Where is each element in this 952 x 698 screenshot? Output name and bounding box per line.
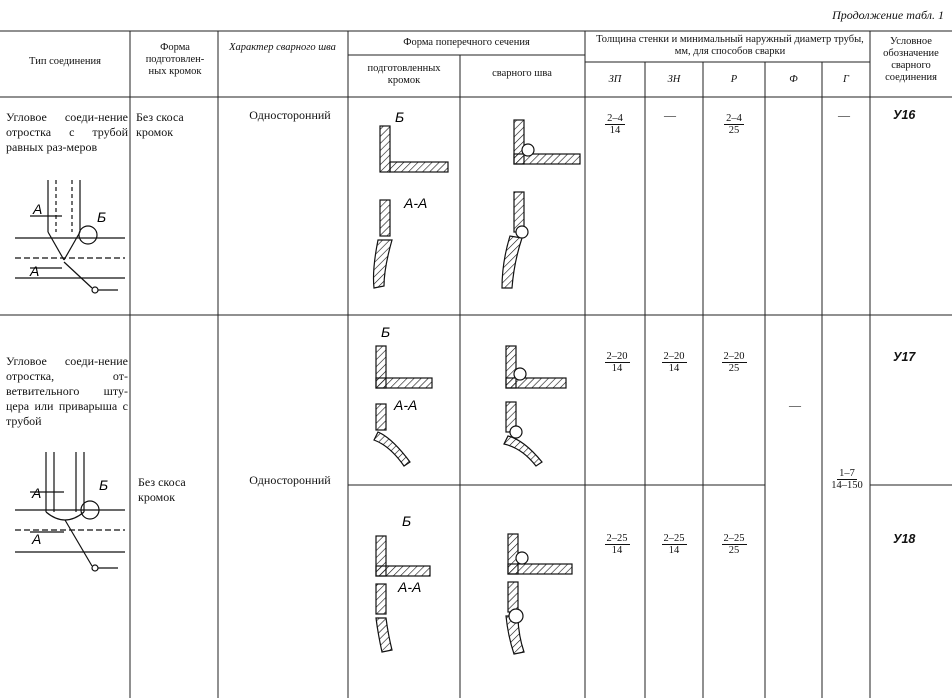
row2-joint-desc: Угловое соеди-нение отростка, от-ветвительного шту-цера или приварыша с трубой <box>6 354 128 428</box>
row1-code: У16 <box>893 108 916 122</box>
row2a-zp-num: 2–20 <box>606 351 628 362</box>
row2a-zn-den: 14 <box>668 363 680 374</box>
row2a-prep-fig1 <box>376 346 432 388</box>
row1-sketch-label-a1: А <box>33 201 43 217</box>
row2b-zn-den: 14 <box>668 545 680 556</box>
row1-prep-label-aa: А-А <box>404 195 428 211</box>
row2-sketch-label-a1: А <box>32 485 42 501</box>
row2-joint-sketch <box>15 452 125 571</box>
method-zn: ЗН <box>667 74 681 85</box>
row2-g-den: 14–150 <box>831 480 863 491</box>
header-joint-type: Тип соединения <box>29 56 101 67</box>
row1-prep-label-b: Б <box>395 109 405 125</box>
row2b-prep-label-aa: А-А <box>398 579 422 595</box>
method-zp: ЗП <box>608 74 622 85</box>
row1-r-den: 25 <box>728 125 740 136</box>
header-designation: Условное обозначение сварного соединения <box>883 36 939 83</box>
row1-weld-char: Односторонний <box>249 108 331 122</box>
row2b-r-den: 25 <box>728 545 740 556</box>
row2-sketch-label-b: Б <box>99 477 109 493</box>
row1-prep-fig1 <box>380 126 448 172</box>
row2a-prep-fig2 <box>374 404 410 466</box>
row2-edge-form: Без скоса кромок <box>138 475 186 504</box>
row1-weld-fig2 <box>502 192 528 288</box>
row1-weld-fig1 <box>514 120 580 164</box>
row2a-r-den: 25 <box>728 363 740 374</box>
header-weld-type: Характер сварного шва <box>229 42 336 53</box>
row2a-prep-label-aa: А-А <box>394 397 418 413</box>
row1-sketch-label-a2: А <box>30 263 40 279</box>
row2-g-num: 1–7 <box>839 468 855 479</box>
row2a-code: У17 <box>893 350 916 364</box>
row2b-prep-fig2 <box>376 584 392 652</box>
row2b-code: У18 <box>893 532 916 546</box>
row1-joint-desc: Угловое соеди-нение отростка с трубой равных раз-меров <box>6 110 128 154</box>
row1-zp-num: 2–4 <box>607 113 623 124</box>
method-r: Р <box>730 74 738 85</box>
row1-prep-fig2 <box>374 200 393 288</box>
row2-weld-char: Односторонний <box>249 473 331 487</box>
header-prep-form: Форма подготовлен-ных кромок <box>145 42 205 77</box>
row2a-r-num: 2–20 <box>723 351 745 362</box>
row2b-zp-den: 14 <box>611 545 623 556</box>
row1-sketch-label-b: Б <box>97 209 107 225</box>
row2b-zn-num: 2–25 <box>663 533 685 544</box>
row2b-weld-fig1 <box>508 534 572 574</box>
row2a-zn-num: 2–20 <box>663 351 685 362</box>
header-prepared-edges: подготовленных кромок <box>367 63 441 86</box>
row1-r-num: 2–4 <box>726 113 742 124</box>
method-g: Г <box>843 74 849 85</box>
row2a-weld-fig1 <box>506 346 566 388</box>
row2b-prep-label-b: Б <box>402 513 412 529</box>
header-cross-section: Форма поперечного сечения <box>403 37 530 48</box>
row1-g-value: — <box>838 108 850 122</box>
row2b-r-num: 2–25 <box>723 533 745 544</box>
row1-zn-value: — <box>664 108 676 122</box>
continuation-note: Продолжение табл. 1 <box>832 8 944 22</box>
row1-zp-den: 14 <box>609 125 621 136</box>
header-thickness: Толщина стенки и минимальный наружный диаметр трубы, мм, для способов сварки <box>596 34 864 57</box>
row2b-weld-fig2 <box>506 582 524 654</box>
row2a-weld-fig2 <box>504 402 542 466</box>
row2b-prep-fig1 <box>376 536 430 576</box>
header-welded-seam: сварного шва <box>492 68 552 79</box>
row2a-zp-den: 14 <box>611 363 623 374</box>
row2b-zp-num: 2–25 <box>606 533 628 544</box>
method-f: Ф <box>789 74 798 85</box>
row1-edge-form: Без скоса кромок <box>136 110 184 139</box>
row2a-prep-label-b: Б <box>381 324 391 340</box>
row2-f-value: — <box>789 398 801 412</box>
row2-sketch-label-a2: А <box>32 531 42 547</box>
